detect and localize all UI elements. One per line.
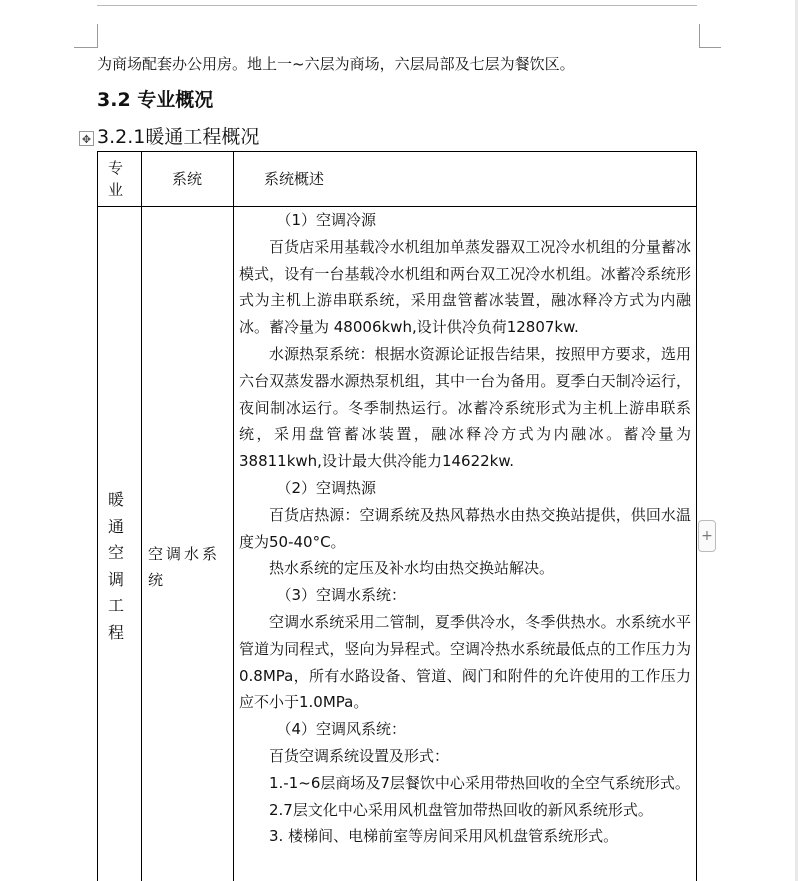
section-heading: 3.2 专业概况 xyxy=(97,89,214,111)
crop-mark xyxy=(74,47,98,48)
page-header-rule xyxy=(97,5,697,6)
description-subheading: （2）空调热源 xyxy=(276,478,377,497)
intro-paragraph: 为商场配套办公用房。地上一~六层为商场，六层局部及七层为餐饮区。 xyxy=(97,55,575,73)
description-subheading: （4）空调风系统： xyxy=(276,720,407,739)
description-paragraph: 百货空调系统设置及形式： xyxy=(269,746,450,765)
cell-description xyxy=(239,207,691,850)
description-paragraph: 热水系统的定压及补水均由热交换站解决。 xyxy=(269,559,555,578)
column-divider xyxy=(141,152,142,881)
description-paragraph: 水源热泵系统：根据水资源论证报告结果，按照甲方要求，选用六台双蒸发器水源热泵机组，其中一台为备用。夏季白天制冷运行，夜间制冰运行。冬季制热运行。冰蓄冷系统形式为主机上游串联系统，采用盘管蓄冰装置，融冰释冷方式为内融冰。蓄冷量为38811kwh,设计最大供冷能力14622kw. xyxy=(239,344,691,471)
crop-mark xyxy=(97,24,98,48)
subsection-heading: 3.2.1暖通工程概况 xyxy=(97,126,260,148)
description-paragraph: 空调水系统采用二管制，夏季供冷水，冬季供热水。水系统水平管道为同程式，竖向为异程式。空调冷热水系统最低点的工作压力为0.8MPa，所有水路设备、管道、阀门和附件的允许使用的工作压力应不小于1.0MPa。 xyxy=(239,612,691,712)
description-paragraph: 百货店采用基载冷水机组加单蒸发器双工况冷水机组的分量蓄冰模式，设有一台基载冷水机组和两台双工况冷水机组。冰蓄冷系统形式为主机上游串联系统，采用盘管蓄冰装置，融冰释冷方式为内融冰。蓄冷量为 48006kwh,设计供冷负荷12807kw. xyxy=(239,237,691,337)
crop-mark xyxy=(699,24,700,48)
description-paragraph: 1.-1~6层商场及7层餐饮中心采用带热回收的全空气系统形式。 xyxy=(269,773,690,792)
column-divider xyxy=(233,152,234,881)
cell-system: 空调水系统 xyxy=(148,545,221,589)
hvac-overview-table xyxy=(97,151,697,881)
crop-mark xyxy=(699,47,721,48)
plus-icon[interactable]: + xyxy=(698,520,716,552)
description-paragraph: 百货店热源：空调系统及热风幕热水由热交换站提供，供回水温度为50-40°C。 xyxy=(239,505,691,551)
header-system: 系统 xyxy=(172,170,203,188)
move-cross-icon[interactable]: ✥ xyxy=(79,131,94,146)
header-major: 专业 xyxy=(108,159,124,199)
description-subheading: （3）空调水系统： xyxy=(276,586,407,605)
description-paragraph: 2.7层文化中心采用风机盘管加带热回收的新风系统形式。 xyxy=(269,800,653,819)
description-subheading: （1）空调冷源 xyxy=(276,211,377,229)
cell-major: 暖通空调工程 xyxy=(108,490,125,642)
header-description: 系统概述 xyxy=(264,170,325,188)
description-paragraph: 3. 楼梯间、电梯前室等房间采用风机盘管系统形式。 xyxy=(269,827,619,846)
